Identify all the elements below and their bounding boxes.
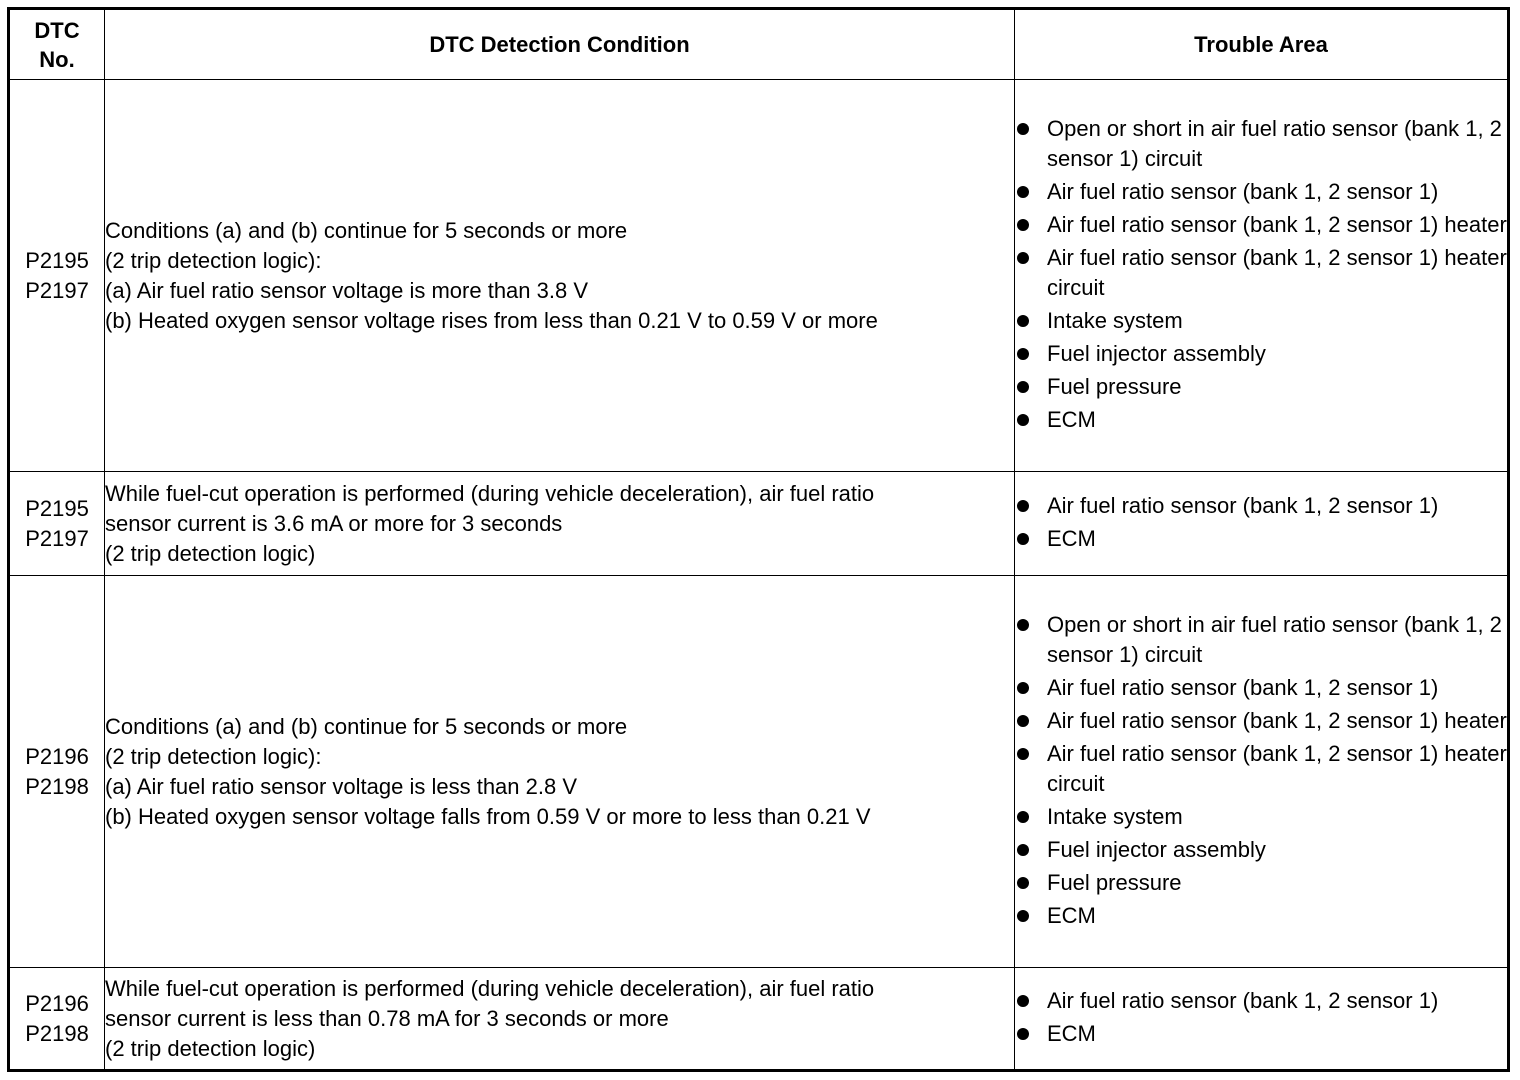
trouble-area-item: Air fuel ratio sensor (bank 1, 2 sensor 1) xyxy=(1015,177,1507,207)
dtc-code: P2196 xyxy=(25,990,89,1016)
header-condition: DTC Detection Condition xyxy=(105,9,1015,80)
dtc-code: P2198 xyxy=(25,773,89,799)
header-trouble-area: Trouble Area xyxy=(1015,9,1509,80)
dtc-code-cell xyxy=(9,80,105,472)
dtc-code: P2197 xyxy=(25,525,89,551)
condition-line: (2 trip detection logic): xyxy=(105,247,322,273)
condition-line: (2 trip detection logic) xyxy=(105,1035,316,1061)
trouble-area-item: ECM xyxy=(1015,405,1507,435)
table-header-row xyxy=(9,9,1509,80)
condition-line: Conditions (a) and (b) continue for 5 seconds or more xyxy=(105,217,628,243)
trouble-area-item: Fuel pressure xyxy=(1015,372,1507,402)
detection-condition-cell xyxy=(105,576,1015,968)
condition-line: While fuel-cut operation is performed (during vehicle deceleration), air fuel ratio xyxy=(105,480,875,506)
detection-condition-cell xyxy=(105,472,1015,576)
trouble-area-item: Air fuel ratio sensor (bank 1, 2 sensor 1) heater xyxy=(1015,706,1507,736)
trouble-area-item: Open or short in air fuel ratio sensor (bank 1, 2 sensor 1) circuit xyxy=(1015,114,1507,174)
trouble-area-list xyxy=(1015,491,1507,554)
trouble-area-cell xyxy=(1015,472,1509,576)
condition-line: (b) Heated oxygen sensor voltage falls from 0.59 V or more to less than 0.21 V xyxy=(105,803,871,829)
trouble-area-item: Fuel injector assembly xyxy=(1015,835,1507,865)
dtc-code: P2195 xyxy=(25,495,89,521)
table-row xyxy=(9,80,1509,472)
trouble-area-list xyxy=(1015,610,1507,931)
condition-line: (2 trip detection logic): xyxy=(105,743,322,769)
dtc-code-cell xyxy=(9,576,105,968)
condition-line: (b) Heated oxygen sensor voltage rises from less than 0.21 V to 0.59 V or more xyxy=(105,307,878,333)
table-row xyxy=(9,472,1509,576)
dtc-code: P2198 xyxy=(25,1020,89,1046)
dtc-code: P2195 xyxy=(25,247,89,273)
trouble-area-item: Fuel pressure xyxy=(1015,868,1507,898)
condition-line: (a) Air fuel ratio sensor voltage is less than 2.8 V xyxy=(105,773,578,799)
trouble-area-cell xyxy=(1015,80,1509,472)
trouble-area-item: Air fuel ratio sensor (bank 1, 2 sensor 1) heater circuit xyxy=(1015,243,1507,303)
trouble-area-item: Air fuel ratio sensor (bank 1, 2 sensor 1) heater circuit xyxy=(1015,739,1507,799)
table-row xyxy=(9,968,1509,1071)
trouble-area-cell xyxy=(1015,968,1509,1071)
header-dtc-no-line1: DTC xyxy=(34,17,80,43)
header-dtc-no xyxy=(9,9,105,80)
trouble-area-item: Air fuel ratio sensor (bank 1, 2 sensor 1) xyxy=(1015,673,1507,703)
trouble-area-item: Air fuel ratio sensor (bank 1, 2 sensor 1) xyxy=(1015,986,1507,1016)
trouble-area-item: Intake system xyxy=(1015,802,1507,832)
trouble-area-item: Intake system xyxy=(1015,306,1507,336)
trouble-area-item: ECM xyxy=(1015,901,1507,931)
condition-line: sensor current is less than 0.78 mA for 3 seconds or more xyxy=(105,1005,669,1031)
condition-line: Conditions (a) and (b) continue for 5 seconds or more xyxy=(105,713,628,739)
trouble-area-list xyxy=(1015,114,1507,435)
header-dtc-no-line2: No. xyxy=(39,46,75,72)
detection-condition-cell xyxy=(105,968,1015,1071)
dtc-table xyxy=(7,7,1510,1072)
trouble-area-cell xyxy=(1015,576,1509,968)
dtc-code-cell xyxy=(9,472,105,576)
condition-line: (2 trip detection logic) xyxy=(105,540,316,566)
condition-line: (a) Air fuel ratio sensor voltage is more than 3.8 V xyxy=(105,277,589,303)
trouble-area-item: Open or short in air fuel ratio sensor (bank 1, 2 sensor 1) circuit xyxy=(1015,610,1507,670)
trouble-area-item: ECM xyxy=(1015,524,1507,554)
table-row xyxy=(9,576,1509,968)
condition-line: While fuel-cut operation is performed (during vehicle deceleration), air fuel ratio xyxy=(105,975,875,1001)
trouble-area-item: Fuel injector assembly xyxy=(1015,339,1507,369)
detection-condition-cell xyxy=(105,80,1015,472)
trouble-area-list xyxy=(1015,986,1507,1049)
dtc-code: P2197 xyxy=(25,277,89,303)
trouble-area-item: Air fuel ratio sensor (bank 1, 2 sensor 1) xyxy=(1015,491,1507,521)
condition-line: sensor current is 3.6 mA or more for 3 seconds xyxy=(105,510,563,536)
trouble-area-item: Air fuel ratio sensor (bank 1, 2 sensor 1) heater xyxy=(1015,210,1507,240)
trouble-area-item: ECM xyxy=(1015,1019,1507,1049)
dtc-code: P2196 xyxy=(25,743,89,769)
dtc-code-cell xyxy=(9,968,105,1071)
